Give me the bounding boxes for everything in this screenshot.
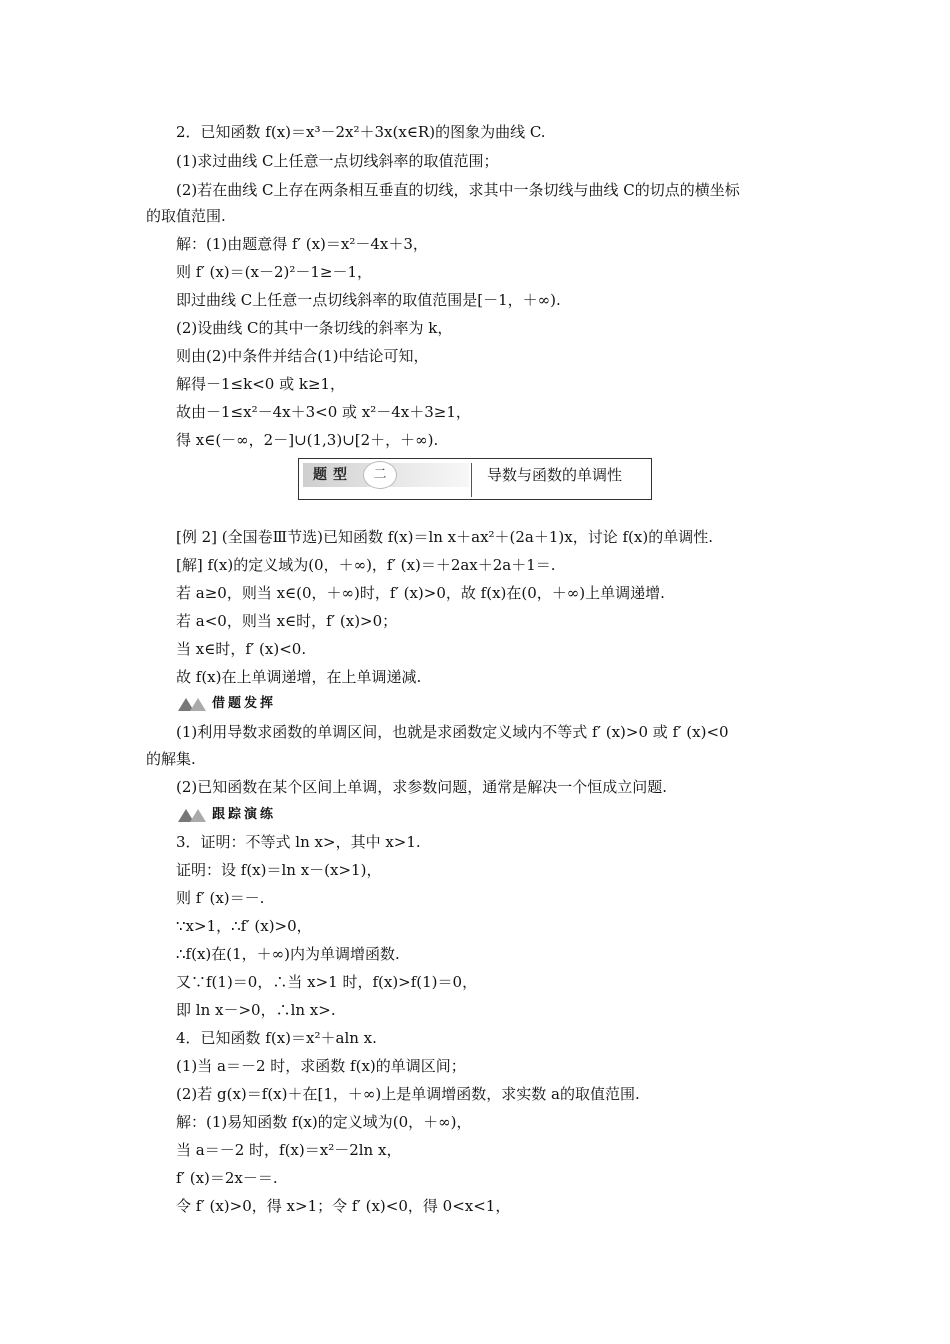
solution-line: (2)设曲线 C的其中一条切线的斜率为 k，: [176, 319, 453, 337]
banner-divider: [471, 463, 472, 497]
problem-4-part-2: (2)若 g(x)＝f(x)＋在[1，＋∞)上是单调增函数，求实数 a的取值范围.: [176, 1085, 640, 1103]
problem-2-statement: 2．已知函数 f(x)＝x³－2x²＋3x(x∈R)的图象为曲线 C.: [176, 123, 546, 141]
problem-4-solution: 解：(1)易知函数 f(x)的定义域为(0，＋∞)，: [176, 1113, 472, 1131]
tips-heading-label: 借题发挥: [212, 696, 277, 711]
problem-4-part-1: (1)当 a＝－2 时，求函数 f(x)的单调区间；: [176, 1057, 466, 1075]
triangle-icon: [190, 698, 206, 711]
problem-3-proof: 证明：设 f(x)＝ln x－(x>1)，: [176, 861, 382, 879]
problem-2-part-2-cont: 的取值范围.: [146, 207, 226, 225]
triangle-icon: [190, 809, 206, 822]
solution-line: 则由(2)中条件并结合(1)中结论可知，: [176, 347, 429, 365]
problem-4-statement: 4．已知函数 f(x)＝x²＋aln x.: [176, 1029, 377, 1047]
example-2-solution: 当 x∈时，f′ (x)<0.: [176, 640, 307, 658]
problem-3-proof: ∴f(x)在(1，＋∞)内为单调增函数.: [176, 945, 400, 963]
example-2-solution: 若 a≥0，则当 x∈(0，＋∞)时，f′ (x)>0，故 f(x)在(0，＋∞)上单调递增.: [176, 584, 665, 602]
example-2-statement: [例 2] (全国卷Ⅲ节选)已知函数 f(x)＝ln x＋ax²＋(2a＋1)x，讨论 f(x)的单调性.: [176, 528, 713, 546]
example-2-solution: [解] f(x)的定义域为(0，＋∞)，f′ (x)＝＋2ax＋2a＋1＝.: [176, 556, 556, 574]
solution-line: 即过曲线 C上任意一点切线斜率的取值范围是[－1，＋∞).: [176, 291, 561, 309]
solution-line: 得 x∈(－∞，2－]∪(1,3)∪[2＋，＋∞).: [176, 431, 439, 449]
solution-line: 故由－1≤x²－4x＋3<0 或 x²－4x＋3≥1，: [176, 403, 471, 421]
tips-line: (2)已知函数在某个区间上单调，求参数问题，通常是解决一个恒成立问题.: [176, 778, 668, 796]
section-tag: [303, 463, 469, 487]
problem-4-solution: 令 f′ (x)>0，得 x>1；令 f′ (x)<0，得 0<x<1，: [176, 1197, 511, 1215]
solution-line: 解得－1≤k<0 或 k≥1，: [176, 375, 346, 393]
problem-3-statement: 3．证明：不等式 ln x>，其中 x>1.: [176, 833, 421, 851]
solution-line: 解：(1)由题意得 f′ (x)＝x²－4x＋3，: [176, 235, 428, 253]
section-tag-label: 题型: [313, 467, 353, 483]
problem-3-proof: 则 f′ (x)＝－.: [176, 889, 265, 907]
practice-heading-label: 跟踪演练: [212, 807, 277, 822]
problem-4-solution: 当 a＝－2 时，f(x)＝x²－2ln x，: [176, 1141, 402, 1159]
example-2-solution: 故 f(x)在上单调递增，在上单调递减.: [176, 668, 422, 686]
problem-2-part-2: (2)若在曲线 C上存在两条相互垂直的切线，求其中一条切线与曲线 C的切点的横坐标: [176, 181, 740, 199]
problem-2-part-1: (1)求过曲线 C上任意一点切线斜率的取值范围；: [176, 152, 499, 170]
solution-line: 则 f′ (x)＝(x－2)²－1≥－1，: [176, 263, 373, 281]
problem-4-solution: f′ (x)＝2x－＝.: [176, 1169, 278, 1187]
section-number-badge: 二: [363, 461, 397, 489]
example-2-solution: 若 a<0，则当 x∈时，f′ (x)>0；: [176, 612, 398, 630]
problem-3-proof: 又∵f(1)＝0，∴当 x>1 时，f(x)>f(1)＝0，: [176, 973, 478, 991]
tips-line: 的解集.: [146, 750, 196, 768]
problem-3-proof: ∵x>1，∴f′ (x)>0，: [176, 917, 312, 935]
section-banner: [298, 458, 652, 500]
problem-3-proof: 即 ln x－>0，∴ln x>.: [176, 1001, 336, 1019]
tips-line: (1)利用导数求函数的单调区间，也就是求函数定义域内不等式 f′ (x)>0 或 f′ (x)<0: [176, 723, 729, 741]
section-title: 导数与函数的单调性: [487, 466, 623, 484]
